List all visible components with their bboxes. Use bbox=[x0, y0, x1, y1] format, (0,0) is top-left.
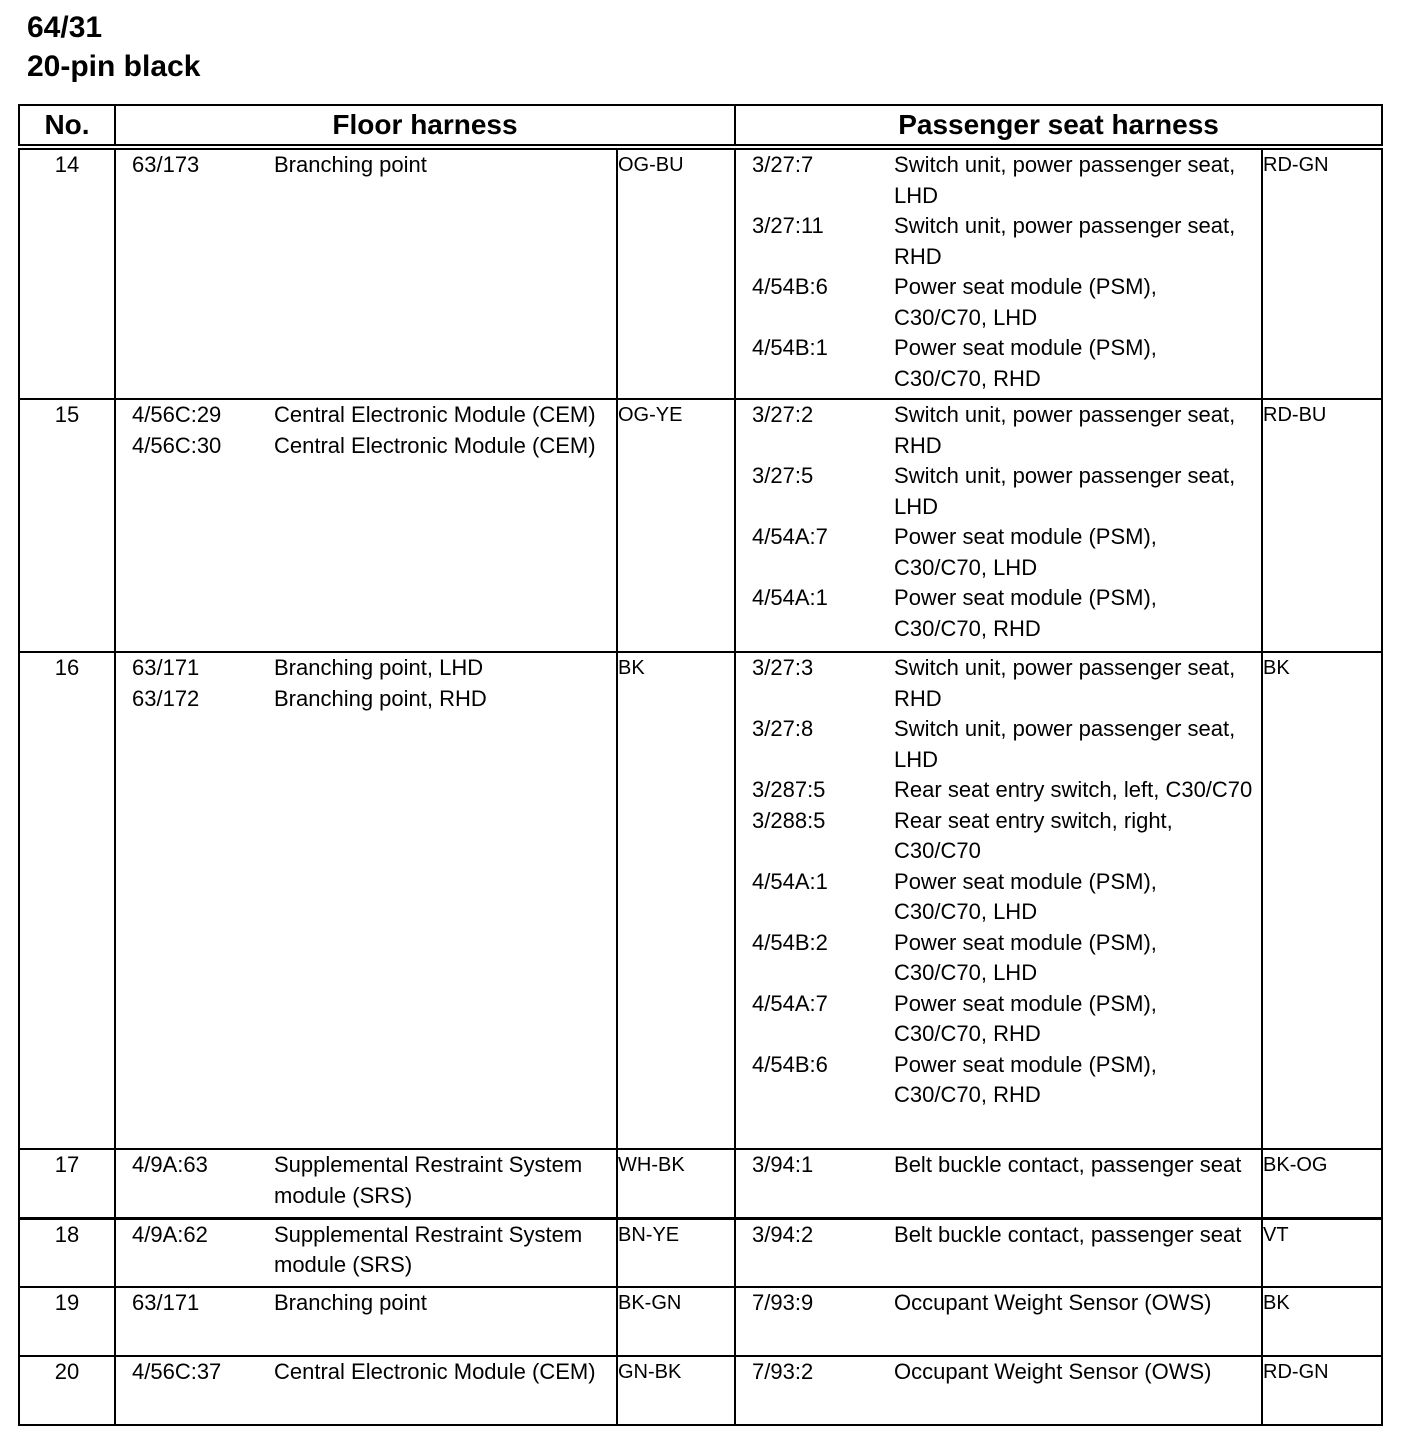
floor-harness-entry bbox=[116, 684, 616, 715]
table-row bbox=[19, 1149, 1382, 1218]
floor-harness-entry bbox=[116, 1357, 616, 1388]
passenger-harness-ref: 3/287:5 bbox=[752, 777, 826, 802]
passenger-harness-entry bbox=[736, 522, 1261, 583]
table-row bbox=[19, 1218, 1382, 1287]
passenger-harness-entry bbox=[736, 1050, 1261, 1111]
passenger-harness-list bbox=[735, 1218, 1262, 1287]
passenger-harness-ref: 3/27:3 bbox=[752, 655, 814, 680]
passenger-harness-ref: 7/93:2 bbox=[752, 1359, 814, 1384]
passenger-harness-ref: 4/54B:6 bbox=[752, 1051, 828, 1077]
table-row bbox=[19, 399, 1382, 652]
passenger-harness-description: Rear seat entry switch, left, C30/C70 bbox=[894, 777, 1253, 802]
floor-harness-list bbox=[115, 147, 617, 399]
passenger-harness-description: Power seat module (PSM), C30/C70, RHD bbox=[894, 990, 1157, 1046]
floor-harness-description: Central Electronic Module (CEM) bbox=[274, 432, 596, 458]
passenger-harness-ref: 3/27:5 bbox=[752, 463, 814, 488]
floor-harness-list bbox=[115, 1149, 617, 1218]
floor-wire-color: BK-GN bbox=[617, 1287, 735, 1356]
table-row bbox=[19, 1356, 1382, 1425]
passenger-harness-list bbox=[735, 1287, 1262, 1356]
passenger-harness-ref: 3/27:11 bbox=[752, 213, 824, 238]
passenger-harness-entry bbox=[736, 400, 1261, 461]
passenger-harness-entry bbox=[736, 1288, 1261, 1319]
floor-harness-ref: 63/171 bbox=[132, 655, 200, 680]
floor-harness-entry bbox=[116, 431, 616, 462]
passenger-harness-description: Power seat module (PSM), C30/C70, RHD bbox=[894, 585, 1157, 641]
passenger-harness-ref: 3/94:1 bbox=[752, 1152, 814, 1177]
passenger-wire-color: RD-GN bbox=[1262, 1356, 1382, 1425]
passenger-harness-description: Switch unit, power passenger seat, LHD bbox=[894, 463, 1236, 519]
header-row bbox=[19, 105, 1382, 147]
floor-harness-description: Branching point, LHD bbox=[274, 655, 484, 680]
floor-harness-entry bbox=[116, 1288, 616, 1319]
passenger-harness-description: Occupant Weight Sensor (OWS) bbox=[894, 1290, 1212, 1315]
pin-number: 20 bbox=[19, 1356, 115, 1425]
header-floor-harness: Floor harness bbox=[115, 105, 735, 147]
passenger-wire-color: BK-OG bbox=[1262, 1149, 1382, 1218]
floor-harness-list bbox=[115, 652, 617, 1149]
floor-harness-ref: 4/56C:37 bbox=[132, 1359, 222, 1384]
passenger-harness-ref: 3/27:2 bbox=[752, 402, 814, 427]
floor-wire-color: OG-YE bbox=[617, 399, 735, 652]
passenger-harness-ref: 3/94:2 bbox=[752, 1221, 814, 1247]
passenger-wire-color: RD-GN bbox=[1262, 147, 1382, 399]
passenger-harness-entry bbox=[736, 806, 1261, 867]
floor-harness-description: Supplemental Restraint System module (SRS) bbox=[274, 1221, 583, 1277]
passenger-harness-entry bbox=[736, 1357, 1261, 1388]
floor-harness-description: Central Electronic Module (CEM) bbox=[274, 1359, 596, 1384]
floor-wire-color: BK bbox=[617, 652, 735, 1149]
floor-harness-entry bbox=[116, 400, 616, 431]
floor-harness-entry bbox=[116, 653, 616, 684]
passenger-harness-ref: 3/27:7 bbox=[752, 152, 814, 177]
document-title bbox=[27, 8, 200, 86]
table-row bbox=[19, 147, 1382, 399]
passenger-harness-description: Switch unit, power passenger seat, LHD bbox=[894, 152, 1236, 208]
passenger-harness-ref: 4/54A:7 bbox=[752, 524, 828, 549]
passenger-harness-entry bbox=[736, 272, 1261, 333]
passenger-harness-entry bbox=[736, 583, 1261, 644]
passenger-harness-list bbox=[735, 1356, 1262, 1425]
passenger-harness-entry bbox=[736, 333, 1261, 394]
passenger-harness-entry bbox=[736, 867, 1261, 928]
passenger-harness-description: Occupant Weight Sensor (OWS) bbox=[894, 1359, 1212, 1384]
passenger-harness-ref: 7/93:9 bbox=[752, 1290, 814, 1315]
floor-harness-ref: 4/56C:29 bbox=[132, 402, 222, 427]
passenger-wire-color: BK bbox=[1262, 1287, 1382, 1356]
floor-harness-ref: 4/56C:30 bbox=[132, 432, 222, 458]
pin-number: 15 bbox=[19, 399, 115, 652]
passenger-harness-entry bbox=[736, 714, 1261, 775]
header-passenger-seat-harness: Passenger seat harness bbox=[735, 105, 1382, 147]
passenger-harness-ref: 4/54B:1 bbox=[752, 335, 828, 360]
passenger-harness-ref: 4/54A:1 bbox=[752, 585, 828, 610]
passenger-harness-description: Belt buckle contact, passenger seat bbox=[894, 1221, 1242, 1247]
table-body bbox=[19, 147, 1382, 1425]
passenger-harness-entry bbox=[736, 775, 1261, 806]
passenger-harness-description: Belt buckle contact, passenger seat bbox=[894, 1152, 1242, 1177]
passenger-harness-description: Power seat module (PSM), C30/C70, RHD bbox=[894, 335, 1157, 391]
passenger-harness-ref: 3/27:8 bbox=[752, 716, 814, 741]
floor-harness-list bbox=[115, 399, 617, 652]
passenger-harness-ref: 4/54B:6 bbox=[752, 274, 828, 299]
floor-harness-ref: 63/172 bbox=[132, 685, 200, 711]
pin-number: 14 bbox=[19, 147, 115, 399]
passenger-wire-color: BK bbox=[1262, 652, 1382, 1149]
header-no: No. bbox=[19, 105, 115, 147]
passenger-harness-ref: 4/54B:2 bbox=[752, 929, 828, 955]
floor-harness-list bbox=[115, 1287, 617, 1356]
passenger-harness-description: Power seat module (PSM), C30/C70, LHD bbox=[894, 274, 1157, 330]
floor-wire-color: OG-BU bbox=[617, 147, 735, 399]
passenger-harness-description: Power seat module (PSM), C30/C70, LHD bbox=[894, 524, 1157, 580]
floor-harness-ref: 63/173 bbox=[132, 152, 200, 177]
floor-wire-color: BN-YE bbox=[617, 1218, 735, 1287]
pin-number: 17 bbox=[19, 1149, 115, 1218]
passenger-harness-entry bbox=[736, 989, 1261, 1050]
passenger-harness-description: Switch unit, power passenger seat, RHD bbox=[894, 655, 1236, 711]
pin-number: 18 bbox=[19, 1218, 115, 1287]
table-row bbox=[19, 652, 1382, 1149]
passenger-harness-entry bbox=[736, 1220, 1261, 1251]
floor-harness-description: Branching point bbox=[274, 1290, 427, 1315]
connector-id: 64/31 bbox=[27, 11, 103, 44]
passenger-harness-ref: 4/54A:1 bbox=[752, 868, 828, 894]
floor-wire-color: GN-BK bbox=[617, 1356, 735, 1425]
floor-harness-description: Branching point, RHD bbox=[274, 685, 487, 711]
passenger-harness-list bbox=[735, 399, 1262, 652]
floor-harness-description: Supplemental Restraint System module (SRS) bbox=[274, 1152, 583, 1208]
passenger-harness-entry bbox=[736, 1150, 1261, 1181]
passenger-harness-list bbox=[735, 147, 1262, 399]
passenger-harness-description: Switch unit, power passenger seat, LHD bbox=[894, 716, 1236, 772]
passenger-wire-color: VT bbox=[1262, 1218, 1382, 1287]
passenger-harness-entry bbox=[736, 211, 1261, 272]
passenger-harness-entry bbox=[736, 150, 1261, 211]
floor-harness-list bbox=[115, 1356, 617, 1425]
floor-harness-ref: 4/9A:63 bbox=[132, 1152, 208, 1177]
passenger-wire-color: RD-BU bbox=[1262, 399, 1382, 652]
passenger-harness-description: Power seat module (PSM), C30/C70, LHD bbox=[894, 929, 1157, 985]
floor-harness-entry bbox=[116, 1220, 616, 1281]
passenger-harness-description: Rear seat entry switch, right, C30/C70 bbox=[894, 807, 1173, 863]
pinout-table bbox=[18, 104, 1383, 1426]
floor-harness-entry bbox=[116, 150, 616, 181]
floor-harness-list bbox=[115, 1218, 617, 1287]
floor-harness-description: Central Electronic Module (CEM) bbox=[274, 402, 596, 427]
table-row bbox=[19, 1287, 1382, 1356]
pin-number: 16 bbox=[19, 652, 115, 1149]
passenger-harness-entry bbox=[736, 653, 1261, 714]
floor-harness-ref: 4/9A:62 bbox=[132, 1221, 208, 1247]
floor-harness-description: Branching point bbox=[274, 152, 427, 177]
passenger-harness-description: Switch unit, power passenger seat, RHD bbox=[894, 402, 1236, 458]
passenger-harness-entry bbox=[736, 461, 1261, 522]
floor-harness-entry bbox=[116, 1150, 616, 1211]
passenger-harness-entry bbox=[736, 928, 1261, 989]
passenger-harness-ref: 3/288:5 bbox=[752, 807, 826, 833]
floor-wire-color: WH-BK bbox=[617, 1149, 735, 1218]
passenger-harness-list bbox=[735, 652, 1262, 1149]
connector-type: 20-pin black bbox=[27, 50, 201, 83]
passenger-harness-description: Power seat module (PSM), C30/C70, LHD bbox=[894, 868, 1157, 924]
floor-harness-ref: 63/171 bbox=[132, 1290, 200, 1315]
passenger-harness-description: Switch unit, power passenger seat, RHD bbox=[894, 213, 1236, 269]
passenger-harness-description: Power seat module (PSM), C30/C70, RHD bbox=[894, 1051, 1157, 1107]
passenger-harness-ref: 4/54A:7 bbox=[752, 990, 828, 1016]
pin-number: 19 bbox=[19, 1287, 115, 1356]
passenger-harness-list bbox=[735, 1149, 1262, 1218]
